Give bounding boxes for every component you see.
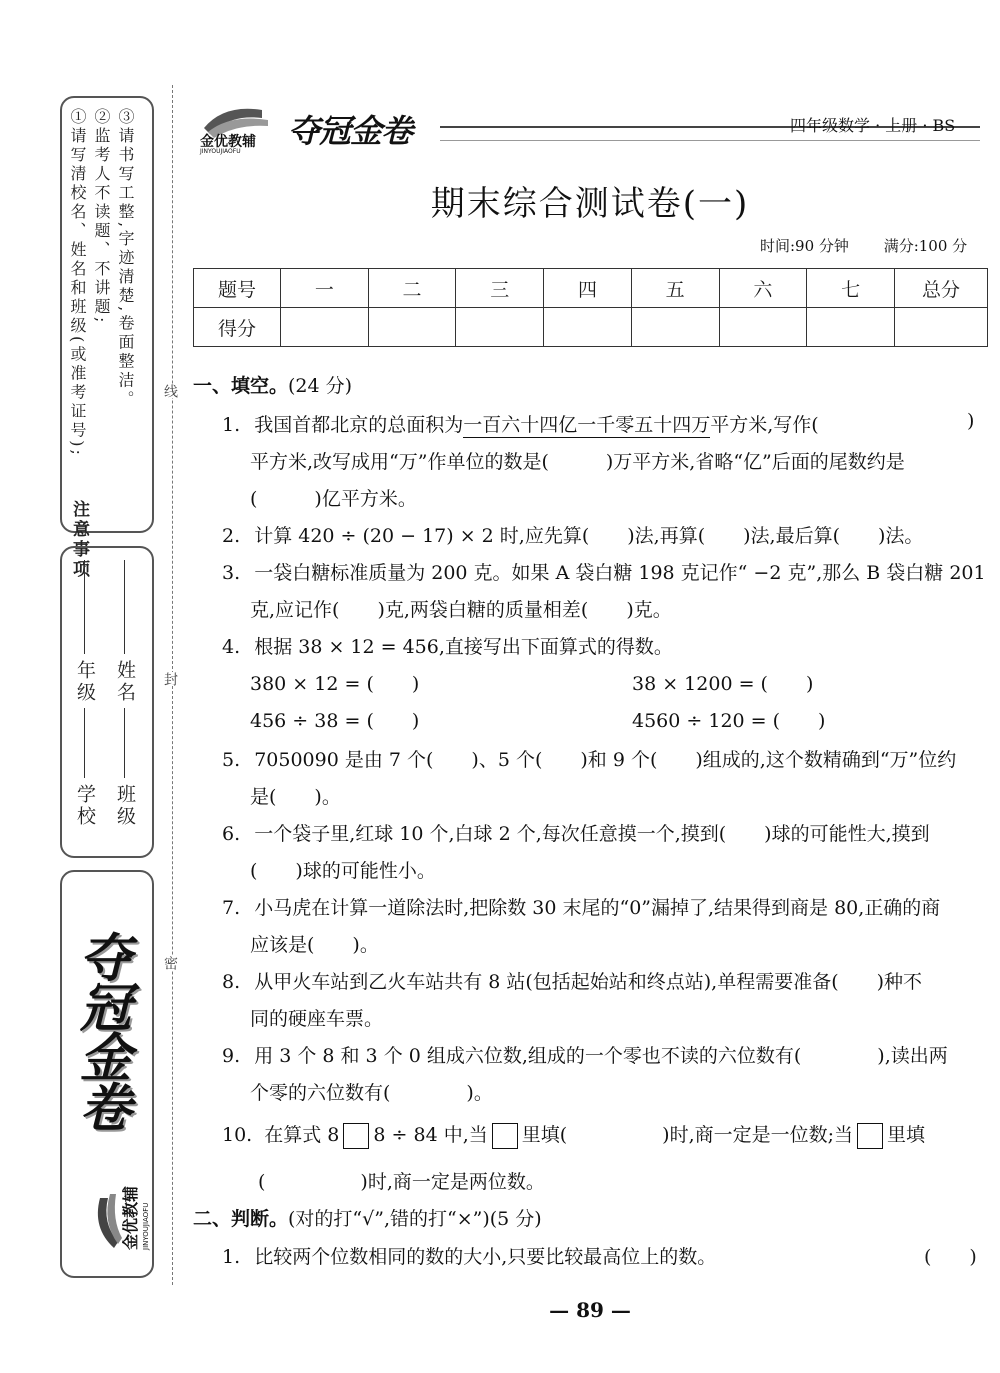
sidebar-brand-title: 夺冠金卷 [70, 930, 130, 1130]
score-cell[interactable] [456, 308, 544, 347]
question-5-line-1 [222, 745, 956, 772]
s2-q1-text: 比较两个位数相同的数的大小,只要比较最高位上的数。 [254, 1246, 717, 1268]
section-2-title-text: 二、判断。 [193, 1208, 289, 1230]
section-2-title [193, 1204, 542, 1231]
question-7-line-1 [222, 893, 940, 920]
q6-l1: 一个袋子里,红球 10 个,白球 2 个,每次任意摸一个,摸到( )球的可能性大,摸到 [254, 823, 930, 845]
score-table-header-row [194, 269, 988, 308]
question-number: 7. [222, 897, 241, 919]
table-header-cell: 四 [544, 269, 632, 308]
q4-expr-3: 456 ÷ 38 = ( ) [250, 710, 420, 732]
score-cell[interactable] [807, 308, 895, 347]
q1-pre: 我国首都北京的总面积为 [254, 414, 464, 436]
question-4 [222, 632, 673, 659]
answer-box[interactable] [343, 1123, 369, 1149]
brand-logo [196, 98, 276, 154]
question-number: 5. [222, 749, 241, 771]
section-1-title [193, 371, 352, 398]
table-header-cell: 题号 [194, 269, 281, 308]
q10-d: 里填 [887, 1124, 926, 1146]
name-line[interactable] [124, 560, 125, 654]
section-1-points: (24 分) [288, 375, 353, 397]
question-10-line-1 [222, 1120, 925, 1149]
sidebar-brand-pinyin: JINYOUJIAOFU [142, 1202, 150, 1250]
table-header-cell: 三 [456, 269, 544, 308]
question-8-line-1 [222, 967, 922, 994]
question-1-line-1 [222, 410, 819, 437]
question-6-line-2: ( )球的可能性小。 [250, 860, 436, 882]
brand-small-pinyin: JINYOUJIAOFU [200, 148, 241, 155]
score-cell[interactable] [544, 308, 632, 347]
grade-line[interactable] [84, 560, 85, 654]
q4-text: 根据 38 × 12 = 456,直接写出下面算式的得数。 [254, 636, 673, 658]
question-3-line-2: 克,应记作( )克,两袋白糖的质量相差( )克。 [250, 599, 672, 621]
question-9-line-1 [222, 1041, 948, 1068]
score-cell[interactable] [895, 308, 988, 347]
question-number: 1. [222, 1246, 241, 1268]
note-2: ②监考人不读题、不讲题; [92, 108, 111, 326]
question-5-line-2: 是( )。 [250, 786, 341, 808]
full-score: 满分:100 分 [883, 237, 968, 255]
score-cell[interactable] [281, 308, 369, 347]
grade-label: 四年级数学 · 上册 · BS [790, 116, 956, 135]
question-3-line-1 [222, 558, 986, 585]
table-header-cell: 总分 [895, 269, 988, 308]
question-7-line-2: 应该是( )。 [250, 934, 379, 956]
score-cell[interactable] [631, 308, 719, 347]
question-number: 8. [222, 971, 241, 993]
notes-box [60, 96, 154, 580]
question-10-line-2: ( )时,商一定是两位数。 [258, 1171, 545, 1193]
q1-underlined: 一百六十四亿一千零五十四万 [463, 414, 711, 436]
q3-l1: 一袋白糖标准质量为 200 克。如果 A 袋白糖 198 克记作“ −2 克”,那么 B 袋白糖 201 [254, 562, 986, 584]
class-line[interactable] [124, 708, 125, 778]
header-rule-thin [440, 140, 980, 141]
notes-label: 注意事项 [69, 500, 89, 580]
section-2-question-1 [222, 1242, 716, 1269]
school-line[interactable] [84, 708, 85, 778]
q7-l1: 小马虎在计算一道除法时,把除数 30 末尾的“0”漏掉了,结果得到商是 80,正确的商 [254, 897, 941, 919]
field-school: 学校 [74, 784, 96, 828]
note-3: ③请书写工整,字迹清楚,卷面整洁。 [116, 108, 135, 410]
question-number: 2. [222, 525, 241, 547]
score-table-score-row [194, 308, 988, 347]
field-class: 班级 [114, 784, 136, 828]
field-grade: 年级 [74, 660, 96, 704]
question-2 [222, 521, 923, 548]
brand-small-name: 金优教辅 [200, 134, 256, 150]
page-title: 期末综合测试卷(一) [430, 184, 750, 224]
answer-box[interactable] [492, 1123, 518, 1149]
q2-text: 计算 420 ÷ (20 − 17) × 2 时,应先算( )法,再算( )法,最后算( )法。 [254, 525, 924, 547]
cut-mark-secret: 密 [162, 956, 178, 970]
question-number: 9. [222, 1045, 241, 1067]
brand-title: 夺冠金卷 [288, 112, 413, 150]
score-row-label: 得分 [194, 308, 281, 347]
q4-expr-2: 38 × 1200 = ( ) [632, 673, 814, 695]
question-number: 6. [222, 823, 241, 845]
score-cell[interactable] [368, 308, 456, 347]
table-header-cell: 一 [281, 269, 369, 308]
q1-close-paren: ) [967, 410, 975, 432]
q8-l1: 从甲火车站到乙火车站共有 8 站(包括起始站和终点站),单程需要准备( )种不 [254, 971, 923, 993]
question-1-line-2: 平方米,改写成用“万”作单位的数是( )万平方米,省略“亿”后面的尾数约是 [250, 451, 905, 473]
judgement-answer-paren[interactable]: ( ) [924, 1246, 977, 1268]
sidebar-brand-small: 金优教辅 [121, 1185, 140, 1250]
table-header-cell: 六 [719, 269, 807, 308]
sidebar-brand-logo [82, 1148, 150, 1258]
question-number: 3. [222, 562, 241, 584]
page-number: — 89 — [549, 1298, 631, 1322]
table-header-cell: 七 [807, 269, 895, 308]
q1-post: 平方米,写作( [710, 414, 819, 436]
score-cell[interactable] [719, 308, 807, 347]
q4-expr-1: 380 × 12 = ( ) [250, 673, 420, 695]
question-number: 10. [222, 1124, 253, 1146]
cut-mark-seal: 封 [162, 672, 178, 686]
q10-a: 在算式 8 [264, 1124, 340, 1146]
question-9-line-2: 个零的六位数有( )。 [250, 1082, 493, 1104]
q4-expr-4: 4560 ÷ 120 = ( ) [632, 710, 826, 732]
question-6-line-1 [222, 819, 930, 846]
section-2-instructions: (对的打“√”,错的打“×”)(5 分) [288, 1208, 542, 1230]
table-header-cell: 二 [368, 269, 456, 308]
q10-b: 8 ÷ 84 中,当 [373, 1124, 488, 1146]
question-number: 1. [222, 414, 241, 436]
q9-l1: 用 3 个 8 和 3 个 0 组成六位数,组成的一个零也不读的六位数有( ),读出两 [254, 1045, 948, 1067]
section-1-title-text: 一、填空。 [193, 375, 289, 397]
answer-box[interactable] [857, 1123, 883, 1149]
time-info [760, 235, 967, 256]
time-limit: 时间:90 分钟 [760, 237, 849, 255]
field-name: 姓名 [114, 660, 136, 704]
q10-c: 里填( )时,商一定是一位数;当 [521, 1124, 854, 1146]
q5-l1: 7050090 是由 7 个( )、5 个( )和 9 个( )组成的,这个数精确到“万”位约 [254, 749, 957, 771]
score-table [193, 268, 988, 347]
cut-mark-line: 线 [162, 384, 178, 398]
question-8-line-2: 同的硬座车票。 [250, 1008, 384, 1030]
note-1: ①请写清校名、姓名和班级(或准考证号); [68, 108, 87, 458]
info-box [60, 546, 154, 858]
question-number: 4. [222, 636, 241, 658]
question-1-line-3: ( )亿平方米。 [250, 488, 417, 510]
table-header-cell: 五 [631, 269, 719, 308]
